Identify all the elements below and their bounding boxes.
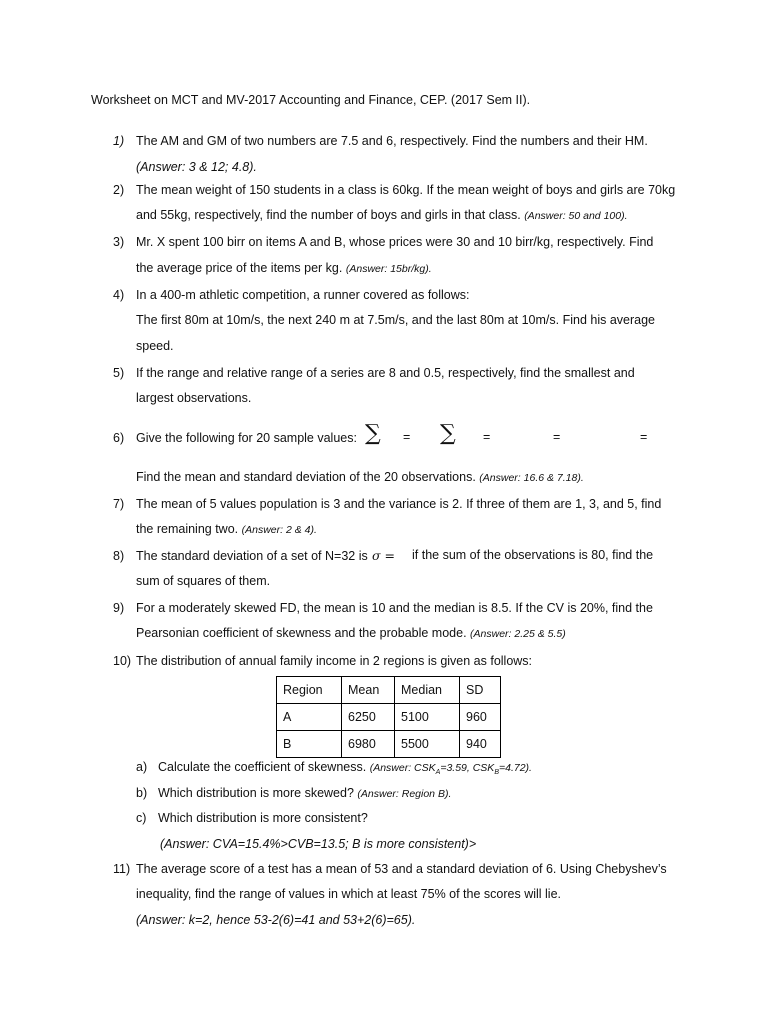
equals-sign: = bbox=[553, 430, 561, 444]
question-4-line-2: The first 80m at 10m/s, the next 240 m at 7.5m/s, and the last 80m at 10m/s. Find his average bbox=[136, 313, 656, 327]
sub-question-label: a) bbox=[136, 760, 148, 774]
answer-text: =3.59, CSK bbox=[440, 762, 495, 774]
summation-symbol: ∑ bbox=[440, 421, 456, 446]
sub-question-text: Which distribution is more skewed? bbox=[158, 786, 354, 800]
sub-question-text: Which distribution is more consistent? bbox=[158, 811, 368, 825]
table-row bbox=[277, 704, 501, 731]
sub-question-label: b) bbox=[136, 786, 148, 800]
question-text: and 55kg, respectively, find the number of boys and girls in that class. bbox=[136, 208, 521, 222]
worksheet-title: Worksheet on MCT and MV-2017 Accounting and Finance, CEP. (2017 Sem II). bbox=[91, 93, 531, 107]
question-text: Give the following for 20 sample values: bbox=[136, 431, 357, 445]
question-number: 3) bbox=[113, 235, 125, 249]
table-cell: A bbox=[277, 704, 342, 731]
question-number: 4) bbox=[113, 288, 125, 302]
question-9-line-2 bbox=[136, 626, 566, 640]
equals-sign: = bbox=[403, 430, 411, 444]
table-header: Median bbox=[395, 677, 460, 704]
table-cell: B bbox=[277, 731, 342, 758]
question-2-line-2 bbox=[136, 208, 628, 222]
question-text: The mean of 5 values population is 3 and the variance is 2. If three of them are 1, 3, and 5, find bbox=[136, 497, 662, 511]
question-number: 10) bbox=[113, 654, 132, 668]
question-text: In a 400-m athletic competition, a runner covered as follows: bbox=[136, 288, 470, 302]
question-text: Pearsonian coefficient of skewness and the probable mode. bbox=[136, 626, 467, 640]
question-number: 7) bbox=[113, 497, 125, 511]
question-number: 8) bbox=[113, 549, 125, 563]
table-header-row bbox=[277, 677, 501, 704]
table-cell: 940 bbox=[460, 731, 501, 758]
summation-symbol: ∑ bbox=[365, 421, 381, 446]
table-cell: 6980 bbox=[342, 731, 395, 758]
table-row bbox=[277, 731, 501, 758]
answer-3: (Answer: 15br/kg). bbox=[345, 263, 432, 275]
question-number: 6) bbox=[113, 431, 125, 445]
question-text: If the range and relative range of a series are 8 and 0.5, respectively, find the smallest and bbox=[136, 366, 635, 380]
table-header: Region bbox=[277, 677, 342, 704]
answer-10c: (Answer: CVA=15.4%>CVB=13.5; B is more consistent)> bbox=[160, 837, 477, 851]
table-cell: 5100 bbox=[395, 704, 460, 731]
question-number: 1) bbox=[113, 134, 125, 148]
answer-10a bbox=[369, 762, 532, 777]
question-8-line-2: sum of squares of them. bbox=[136, 574, 271, 588]
equals-sign: = bbox=[483, 430, 491, 444]
sub-question-text: Calculate the coefficient of skewness. bbox=[158, 760, 367, 774]
question-4-line-3: speed. bbox=[136, 339, 174, 353]
answer-text: (Answer: CSK bbox=[369, 762, 436, 774]
answer-10b: (Answer: Region B). bbox=[357, 788, 452, 800]
answer-6: (Answer: 16.6 & 7.18). bbox=[479, 472, 584, 484]
question-6-line-2 bbox=[136, 470, 584, 484]
subscript: A bbox=[435, 769, 441, 777]
question-11-line-2: inequality, find the range of values in which at least 75% of the scores will lie. bbox=[136, 887, 561, 901]
question-text: The mean weight of 150 students in a class is 60kg. If the mean weight of boys and girls are 70kg bbox=[136, 183, 676, 197]
answer-1: (Answer: 3 & 12; 4.8). bbox=[136, 160, 257, 174]
question-number: 2) bbox=[113, 183, 125, 197]
question-text: The AM and GM of two numbers are 7.5 and 6, respectively. Find the numbers and their HM. bbox=[136, 134, 648, 148]
answer-text: =4.72). bbox=[498, 762, 532, 774]
equals-sign: = bbox=[640, 430, 648, 444]
sub-question-label: c) bbox=[136, 811, 147, 825]
question-5-line-2: largest observations. bbox=[136, 391, 252, 405]
sub-question-text-wrap bbox=[158, 786, 451, 800]
table-header: Mean bbox=[342, 677, 395, 704]
question-7-line-2 bbox=[136, 522, 317, 536]
question-3-line-2 bbox=[136, 261, 432, 275]
table-cell: 5500 bbox=[395, 731, 460, 758]
question-number: 11) bbox=[113, 862, 131, 876]
sigma-symbol: σ = bbox=[372, 548, 395, 563]
answer-2: (Answer: 50 and 100). bbox=[524, 210, 628, 222]
question-number: 9) bbox=[113, 601, 125, 615]
question-text: For a moderately skewed FD, the mean is 10 and the median is 8.5. If the CV is 20%, find the bbox=[136, 601, 653, 615]
table-cell: 6250 bbox=[342, 704, 395, 731]
question-text: Mr. X spent 100 birr on items A and B, whose prices were 30 and 10 birr/kg, respectively. Find bbox=[136, 235, 654, 249]
question-text: The average score of a test has a mean of 53 and a standard deviation of 6. Using Chebyshev’s bbox=[136, 862, 667, 876]
question-text: the remaining two. bbox=[136, 522, 239, 536]
question-text: if the sum of the observations is 80, find the bbox=[412, 548, 654, 562]
question-text: the average price of the items per kg. bbox=[136, 261, 343, 275]
subscript: B bbox=[494, 769, 499, 777]
question-text: The distribution of annual family income in 2 regions is given as follows: bbox=[136, 654, 533, 668]
sub-question-text-wrap bbox=[158, 760, 532, 776]
income-table bbox=[276, 676, 501, 758]
table-cell: 960 bbox=[460, 704, 501, 731]
question-number: 5) bbox=[113, 366, 125, 380]
answer-9: (Answer: 2.25 & 5.5) bbox=[470, 628, 566, 640]
question-text: The standard deviation of a set of N=32 is bbox=[136, 549, 368, 563]
question-text: Find the mean and standard deviation of the 20 observations. bbox=[136, 470, 476, 484]
answer-11: (Answer: k=2, hence 53-2(6)=41 and 53+2(6)=65). bbox=[136, 913, 416, 927]
answer-7: (Answer: 2 & 4). bbox=[241, 524, 317, 536]
table-header: SD bbox=[460, 677, 501, 704]
